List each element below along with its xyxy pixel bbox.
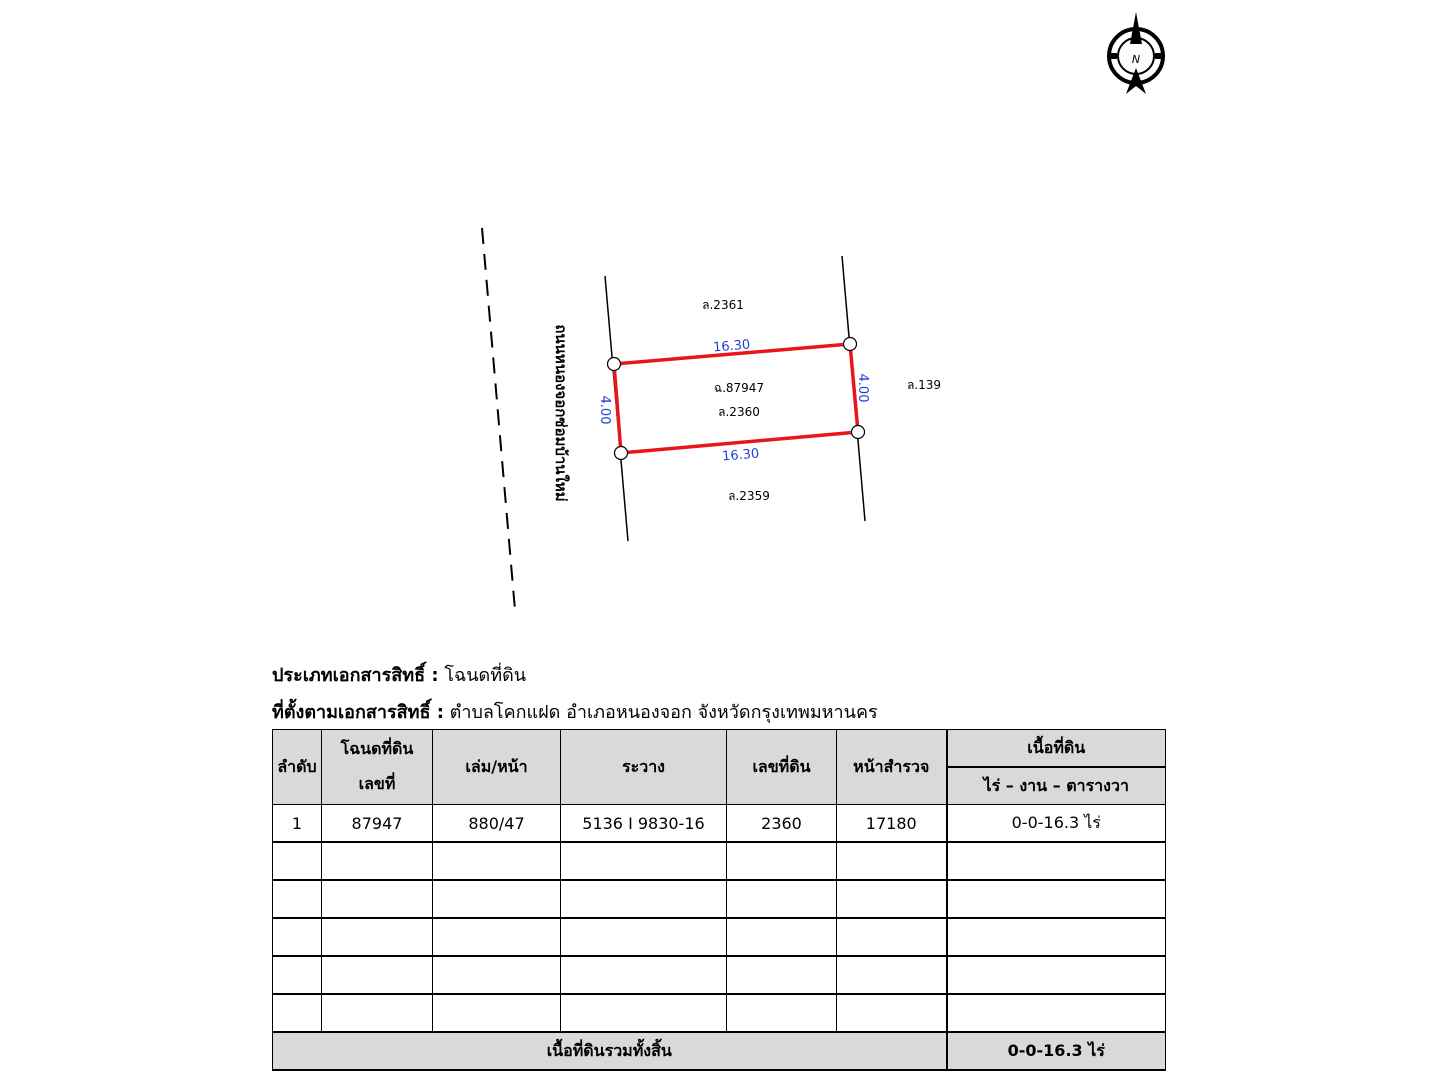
location-label: ที่ตั้งตามเอกสารสิทธิ์ : <box>272 702 444 723</box>
parcel-east-label: ล.139 <box>906 378 942 392</box>
dimension-left: 4.00 <box>597 395 612 425</box>
cell-deed-no <box>322 842 433 880</box>
parcel-north-label: ล.2361 <box>702 298 744 312</box>
location-line <box>272 697 878 726</box>
boundary-marker <box>615 447 628 460</box>
document-type-line <box>272 660 526 689</box>
table-row <box>273 918 1166 956</box>
header-survey-page: หน้าสำรวจ <box>837 730 947 805</box>
document-type-value: โฉนดที่ดิน <box>444 665 527 686</box>
cell-map-sheet <box>561 842 727 880</box>
cell-survey-page <box>837 956 947 994</box>
cell-deed-no <box>322 994 433 1032</box>
cell-land-no <box>727 880 837 918</box>
table-row <box>273 880 1166 918</box>
cell-book-page <box>433 842 561 880</box>
header-land-no: เลขที่ดิน <box>727 730 837 805</box>
header-map-sheet: ระวาง <box>561 730 727 805</box>
cell-survey-page <box>837 918 947 956</box>
cell-deed-no <box>322 956 433 994</box>
boundary-marker <box>852 426 865 439</box>
dimension-bottom: 16.30 <box>721 446 760 465</box>
deed-table <box>272 729 1166 1071</box>
north-letter: N <box>1131 53 1141 66</box>
dimension-right: 4.00 <box>855 373 870 403</box>
table-row <box>273 956 1166 994</box>
cell-no: 1 <box>273 805 322 843</box>
cell-map-sheet: 5136 I 9830-16 <box>561 805 727 843</box>
cell-survey-page: 17180 <box>837 805 947 843</box>
cell-book-page: 880/47 <box>433 805 561 843</box>
cell-map-sheet <box>561 956 727 994</box>
cell-book-page <box>433 918 561 956</box>
cell-area <box>947 994 1166 1032</box>
cell-land-no <box>727 956 837 994</box>
cell-no <box>273 880 322 918</box>
boundary-marker <box>844 338 857 351</box>
cell-map-sheet <box>561 880 727 918</box>
land-number-label: ล.2360 <box>718 405 760 419</box>
cell-survey-page <box>837 842 947 880</box>
location-value: ตำบลโคกแฝด อำเภอหนองจอก จังหวัดกรุงเทพมหานคร <box>449 702 878 723</box>
cell-land-no <box>727 918 837 956</box>
road-name: ถนนหนองจอกซ่อมบ้านใหม่ <box>552 324 570 502</box>
cell-no <box>273 842 322 880</box>
cell-book-page <box>433 880 561 918</box>
cell-area <box>947 880 1166 918</box>
cell-book-page <box>433 994 561 1032</box>
cell-land-no <box>727 842 837 880</box>
dimension-top: 16.30 <box>712 337 751 356</box>
cell-no <box>273 918 322 956</box>
road-edge-dashed-line <box>482 228 515 610</box>
cell-survey-page <box>837 880 947 918</box>
header-book-page: เล่ม/หน้า <box>433 730 561 805</box>
header-area: เนื้อที่ดิน <box>947 730 1166 768</box>
parcel-boundary <box>614 344 858 453</box>
cell-map-sheet <box>561 918 727 956</box>
header-deed-no <box>322 730 433 805</box>
parcel-south-label: ล.2359 <box>728 489 770 503</box>
cell-survey-page <box>837 994 947 1032</box>
cell-land-no <box>727 994 837 1032</box>
cell-area: 0-0-16.3 ไร่ <box>947 805 1166 843</box>
cell-area <box>947 842 1166 880</box>
cell-map-sheet <box>561 994 727 1032</box>
boundary-marker <box>608 358 621 371</box>
cell-no <box>273 956 322 994</box>
table-row <box>273 994 1166 1032</box>
header-no: ลำดับ <box>273 730 322 805</box>
total-label: เนื้อที่ดินรวมทั้งสิ้น <box>273 1032 947 1070</box>
document-type-label: ประเภทเอกสารสิทธิ์ : <box>272 665 439 686</box>
cell-deed-no: 87947 <box>322 805 433 843</box>
cell-area <box>947 918 1166 956</box>
north-arrow-icon <box>1109 12 1163 94</box>
cell-area <box>947 956 1166 994</box>
deed-label: ฉ.87947 <box>713 381 765 395</box>
total-row <box>273 1032 1166 1070</box>
cell-no <box>273 994 322 1032</box>
header-deed-no-line2: เลขที่ <box>358 774 396 793</box>
header-deed-no-line1: โฉนดที่ดิน <box>340 739 414 758</box>
header-area-unit: ไร่ – งาน – ตารางวา <box>947 767 1166 805</box>
total-value: 0-0-16.3 ไร่ <box>947 1032 1166 1070</box>
cell-book-page <box>433 956 561 994</box>
cell-deed-no <box>322 880 433 918</box>
cell-deed-no <box>322 918 433 956</box>
table-row <box>273 805 1166 843</box>
cell-land-no: 2360 <box>727 805 837 843</box>
table-row <box>273 842 1166 880</box>
